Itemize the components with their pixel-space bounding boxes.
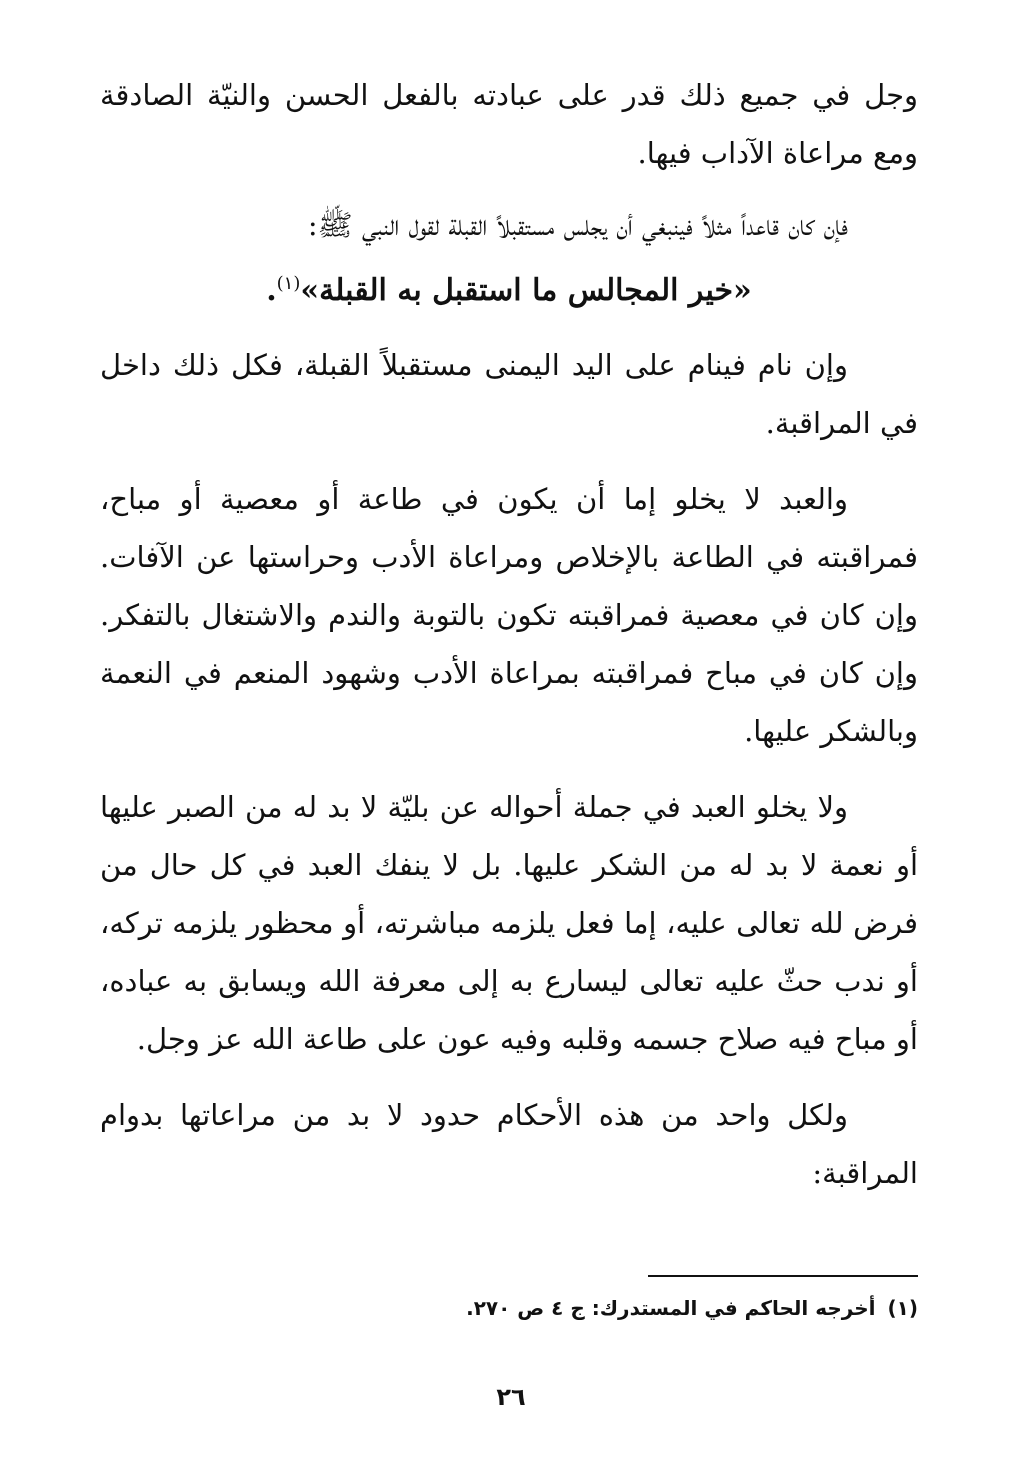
page-body [100,66,918,1202]
hadith-text: «خير المجالس ما استقبل به القبلة» [300,273,752,308]
hadith-quote [100,262,918,320]
page-number: ٢٦ [496,1383,526,1411]
paragraph-2: فإن كان قاعداً مثلاً فينبغي أن يجلس مستقبلاً القبلة لقول النبي ﷺ: [307,208,848,242]
footnote-text: أخرجه الحاكم في المستدرك: ج ٤ ص ٢٧٠. [466,1296,876,1320]
paragraph-3: وإن نام فينام على اليد اليمنى مستقبلاً القبلة، فكل ذلك داخل في المراقبة. [100,348,918,440]
footnote-number: (١) [887,1296,918,1320]
paragraph-1: وجل في جميع ذلك قدر على عبادته بالفعل الحسن والنيّة الصادقة ومع مراعاة الآداب فيها. [100,78,918,170]
hadith-end-period: . [266,273,277,308]
paragraph-5: ولا يخلو العبد في جملة أحواله عن بليّة لا بد له من الصبر عليها أو نعمة لا بد له من الشكر عليها. بل لا ينفك العبد في كل حال من فرض لله تعالى عليه، إما فعل يلزمه مباشرته، أو محظور يلزمه تركه، أو ندب حثّ عليه تعالى ليسارع به إلى معرفة الله ويسابق به عباده، أو مباح فيه صلاح جسمه وقلبه وفيه عون على طاعة الله عز وجل. [100,790,918,1056]
footnote-reference: (١) [276,273,301,294]
paragraph-6: ولكل واحد من هذه الأحكام حدود لا بد من مراعاتها بدوام المراقبة: [100,1098,918,1190]
footnote [218,1290,918,1326]
paragraph-4: والعبد لا يخلو إما أن يكون في طاعة أو معصية أو مباح، فمراقبته في الطاعة بالإخلاص ومراعاة الأدب وحراستها عن الآفات. وإن كان في معصية فمراقبته تكون بالتوبة والندم والاشتغال بالتفكر. وإن كان في مباح فمراقبته بمراعاة الأدب وشهود المنعم في النعمة وبالشكر عليها. [100,482,918,748]
footnote-divider [648,1275,918,1277]
